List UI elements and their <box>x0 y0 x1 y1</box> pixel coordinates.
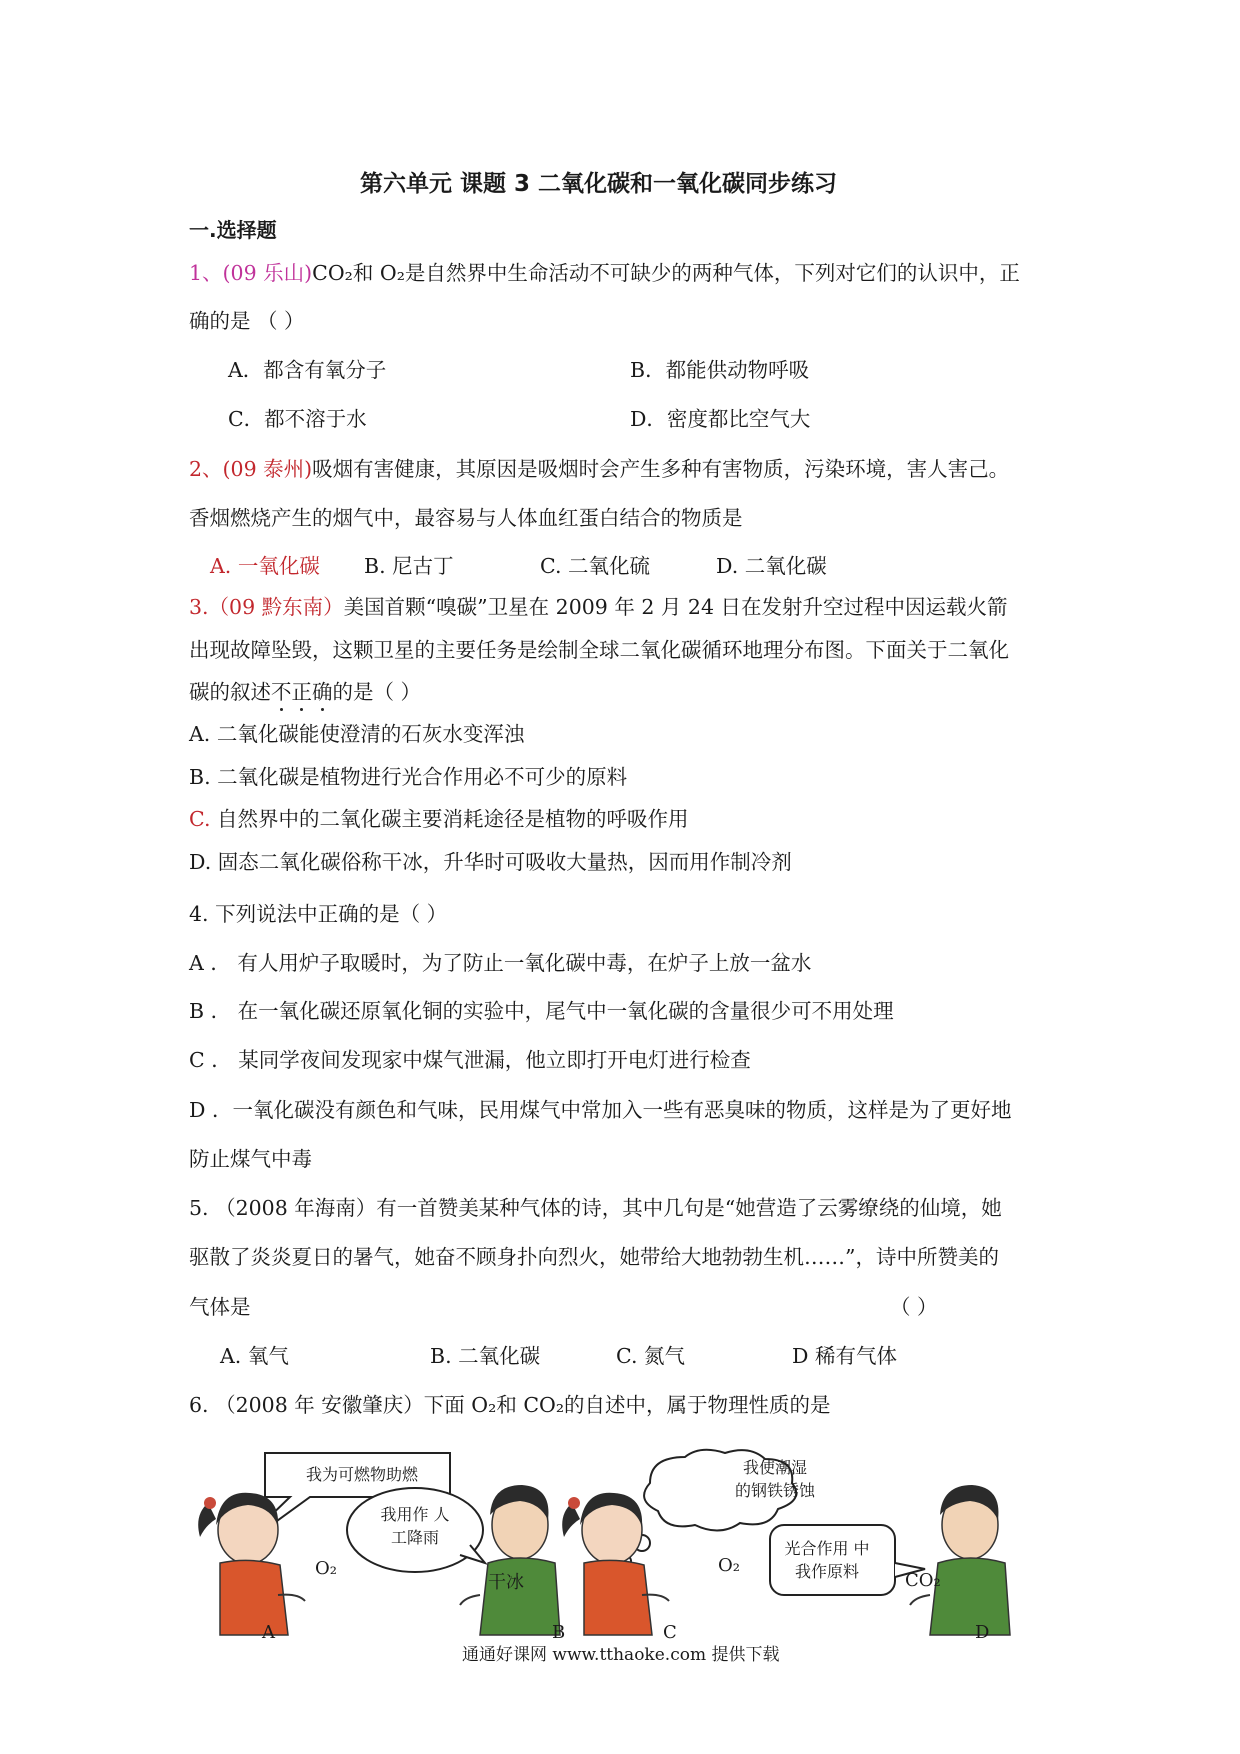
q2-number: 2、 <box>189 457 223 481</box>
q1-text-2: 确的是 （ ） <box>189 309 305 333</box>
q3-text-2: 出现故障坠毁，这颗卫星的主要任务是绘制全球二氧化碳循环地理分布图。下面关于二氧化 <box>189 638 1009 662</box>
girl-figure-a <box>198 1493 305 1635</box>
q3-option-c <box>189 809 689 830</box>
q1-source: (09 乐山) <box>222 261 313 285</box>
bubble-b-text: 我用作 人工降雨 <box>380 1505 450 1548</box>
q2-text-1: 吸烟有害健康，其原因是吸烟时会产生多种有害物质，污染环境，害人害己。 <box>312 457 1010 481</box>
q5-option-d: D 稀有气体 <box>792 1344 897 1368</box>
q4-option-c: C ． 某同学夜间发现家中煤气泄漏，他立即打开电灯进行检查 <box>189 1048 751 1072</box>
q5-text-2: 驱散了炎炎夏日的暑气，她奋不顾身扑向烈火，她带给大地勃勃生机……”，诗中所赞美的 <box>189 1245 999 1269</box>
q3-text-3-pre: 碳的叙述 <box>189 680 271 704</box>
girl-figure-c <box>562 1493 669 1635</box>
q3-option-a: A. 二氧化碳能使澄清的石灰水变浑浊 <box>189 722 525 746</box>
figure-label-c: C <box>663 1622 677 1643</box>
emphasis-char-3: 确 <box>312 680 333 704</box>
bubble-c-text: 我使潮湿 的钢铁锈蚀 <box>735 1458 816 1501</box>
boy-figure-d <box>910 1485 1010 1635</box>
o2-label-a: O₂ <box>315 1558 337 1579</box>
q4-option-d-1: D ．一氧化碳没有颜色和气味，民用煤气中常加入一些有恶臭味的物质，这样是为了更好地 <box>189 1098 1012 1122</box>
q5-option-c: C. 氮气 <box>616 1344 685 1368</box>
q3-number: 3. <box>189 595 209 619</box>
q3-option-c-text: 自然界中的二氧化碳主要消耗途径是植物的呼吸作用 <box>210 807 689 831</box>
q5-answer-paren: （ ） <box>890 1295 938 1319</box>
q3-option-b: B. 二氧化碳是植物进行光合作用必不可少的原料 <box>189 765 628 789</box>
q2-option-b: B. 尼古丁 <box>364 554 454 578</box>
q2-text-2: 香烟燃烧产生的烟气中，最容易与人体血红蛋白结合的物质是 <box>189 506 743 530</box>
q3-text-1: 美国首颗“嗅碳”卫星在 2009 年 2 月 24 日在发射升空过程中因运载火箭 <box>343 595 1008 619</box>
q3-option-c-label: C. <box>189 807 211 831</box>
q3-option-d: D. 固态二氧化碳俗称干冰，升华时可吸收大量热，因而用作制冷剂 <box>189 850 792 874</box>
bubble-d-text: 光合作用 中我作原料 <box>784 1539 870 1582</box>
question-3-line-1 <box>189 597 1008 618</box>
bubble-a-text: 我为可燃物助燃 <box>305 1465 418 1484</box>
question-4: 4. 下列说法中正确的是（ ） <box>189 902 448 926</box>
q1-option-d: D．密度都比空气大 <box>630 407 811 431</box>
question-5-line-1: 5. （2008 年海南）有一首赞美某种气体的诗，其中几句是“她营造了云雾缭绕的仙境，她 <box>189 1196 1002 1220</box>
figure-label-a: A <box>262 1622 275 1643</box>
q5-text-3: 气体是 <box>189 1295 251 1319</box>
q3-source: （09 黔东南） <box>208 595 344 619</box>
figure-label-b: B <box>552 1622 566 1643</box>
q1-text-1: CO₂和 O₂是自然界中生命活动不可缺少的两种气体，下列对它们的认识中，正 <box>312 261 1020 285</box>
q3-text-3-post: 的是（ ） <box>332 680 422 704</box>
q5-option-a: A. 氧气 <box>220 1344 289 1368</box>
q1-number: 1、 <box>189 261 223 285</box>
dry-ice-label: 干冰 <box>488 1572 524 1593</box>
q3-text-3 <box>189 682 421 703</box>
q5-option-b: B. 二氧化碳 <box>430 1344 541 1368</box>
q2-option-d: D. 二氧化碳 <box>716 554 827 578</box>
q4-option-a: A ． 有人用炉子取暖时，为了防止一氧化碳中毒，在炉子上放一盆水 <box>189 951 812 975</box>
q1-option-c: C．都不溶于水 <box>228 407 367 431</box>
o2-label-c: O₂ <box>718 1555 740 1576</box>
footer-text: 通通好课网 www.tthaoke.com 提供下载 <box>462 1645 780 1665</box>
q2-source: (09 泰州) <box>222 457 313 481</box>
question-6: 6. （2008 年 安徽肇庆）下面 O₂和 CO₂的自述中，属于物理性质的是 <box>189 1393 831 1417</box>
q2-option-a: A. 一氧化碳 <box>210 554 320 578</box>
figure-label-d: D <box>975 1622 990 1643</box>
emphasis-char-1: 不 <box>271 680 292 704</box>
q4-option-b: B ． 在一氧化碳还原氧化铜的实验中，尾气中一氧化碳的含量很少可不用处理 <box>189 999 894 1023</box>
q1-option-b: B．都能供动物呼吸 <box>630 358 810 382</box>
co2-label: CO₂ <box>905 1570 941 1591</box>
q4-option-d-2: 防止煤气中毒 <box>189 1147 312 1171</box>
emphasis-char-2: 正 <box>291 680 312 704</box>
q2-option-c: C. 二氧化硫 <box>540 554 650 578</box>
section-heading: 一.选择题 <box>189 218 277 242</box>
question-1-line-1 <box>189 263 1020 284</box>
question-2-line-1 <box>189 459 1009 480</box>
q1-option-a: A．都含有氧分子 <box>228 358 387 382</box>
page-title: 第六单元 课题 3 二氧化碳和一氧化碳同步练习 <box>360 171 838 197</box>
